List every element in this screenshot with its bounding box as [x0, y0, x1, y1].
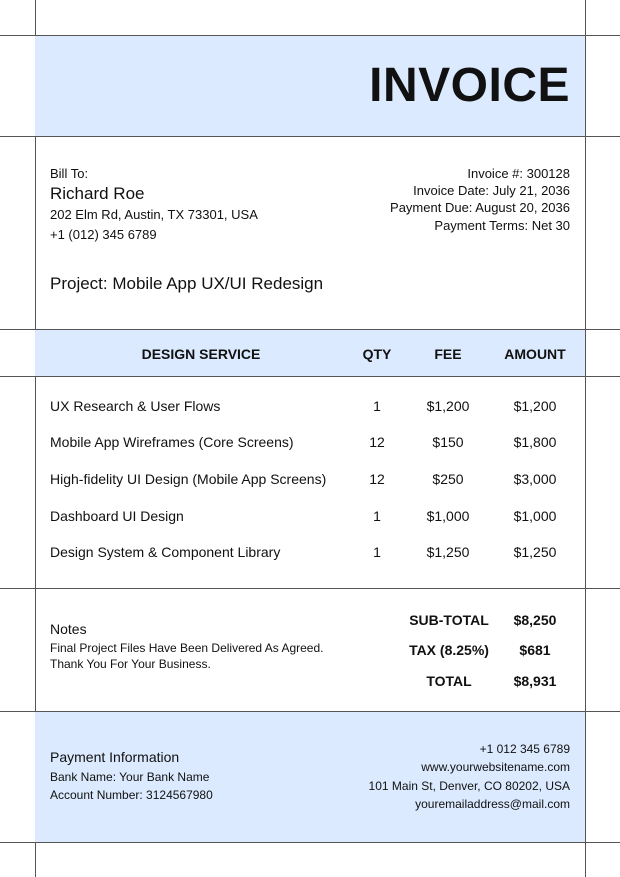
account-number: Account Number: 3124567980: [50, 788, 213, 802]
divider-line: [0, 842, 620, 843]
invoice-date: Invoice Date: July 21, 2036: [413, 183, 570, 198]
service-cell: High-fidelity UI Design (Mobile App Screens): [50, 471, 327, 487]
divider-line: [0, 329, 620, 330]
right-border-line: [585, 0, 586, 877]
project-title: Project: Mobile App UX/UI Redesign: [50, 274, 324, 293]
payment-due: Payment Due: August 20, 2036: [390, 200, 570, 215]
total-value: $8,931: [513, 673, 557, 689]
column-header-amount: AMOUNT: [504, 346, 566, 362]
fee-cell: $250: [432, 471, 464, 487]
client-name: Richard Roe: [50, 184, 145, 203]
contact-email: youremailaddress@mail.com: [415, 797, 570, 811]
subtotal-label: SUB-TOTAL: [409, 612, 489, 628]
amount-cell: $1,800: [513, 434, 557, 450]
client-address: 202 Elm Rd, Austin, TX 73301, USA: [50, 207, 258, 222]
qty-cell: 1: [373, 398, 381, 414]
fee-cell: $150: [432, 434, 464, 450]
amount-cell: $3,000: [513, 471, 557, 487]
tax-label: TAX (8.25%): [409, 642, 489, 658]
service-cell: Dashboard UI Design: [50, 508, 184, 524]
payment-heading: Payment Information: [50, 749, 180, 765]
divider-line: [0, 376, 620, 377]
service-cell: Mobile App Wireframes (Core Screens): [50, 434, 294, 450]
divider-line: [0, 588, 620, 589]
bill-to-label: Bill To:: [50, 166, 89, 181]
contact-phone: +1 012 345 6789: [479, 742, 570, 756]
notes-line: Thank You For Your Business.: [50, 657, 211, 671]
fee-cell: $1,200: [426, 398, 470, 414]
qty-cell: 1: [373, 508, 381, 524]
total-label: TOTAL: [426, 673, 472, 689]
client-phone: +1 (012) 345 6789: [50, 227, 157, 242]
column-header-qty: QTY: [362, 346, 392, 362]
amount-cell: $1,250: [513, 544, 557, 560]
qty-cell: 12: [369, 471, 385, 487]
invoice-number: Invoice #: 300128: [467, 166, 570, 181]
subtotal-value: $8,250: [513, 612, 557, 628]
qty-cell: 1: [373, 544, 381, 560]
contact-address: 101 Main St, Denver, CO 80202, USA: [368, 779, 570, 793]
notes-line: Final Project Files Have Been Delivered As Agreed.: [50, 641, 324, 655]
contact-website: www.yourwebsitename.com: [421, 760, 570, 774]
service-cell: UX Research & User Flows: [50, 398, 221, 414]
payment-terms: Payment Terms: Net 30: [434, 218, 570, 233]
divider-line: [0, 35, 620, 36]
fee-cell: $1,250: [426, 544, 470, 560]
fee-cell: $1,000: [426, 508, 470, 524]
tax-value: $681: [519, 642, 551, 658]
amount-cell: $1,200: [513, 398, 557, 414]
bank-name: Bank Name: Your Bank Name: [50, 770, 210, 784]
column-header-fee: FEE: [434, 346, 462, 362]
service-cell: Design System & Component Library: [50, 544, 281, 560]
invoice-title: INVOICE: [369, 59, 570, 112]
column-header-service: DESIGN SERVICE: [141, 346, 261, 362]
divider-line: [0, 711, 620, 712]
divider-line: [0, 136, 620, 137]
qty-cell: 12: [369, 434, 385, 450]
amount-cell: $1,000: [513, 508, 557, 524]
notes-heading: Notes: [50, 621, 87, 637]
